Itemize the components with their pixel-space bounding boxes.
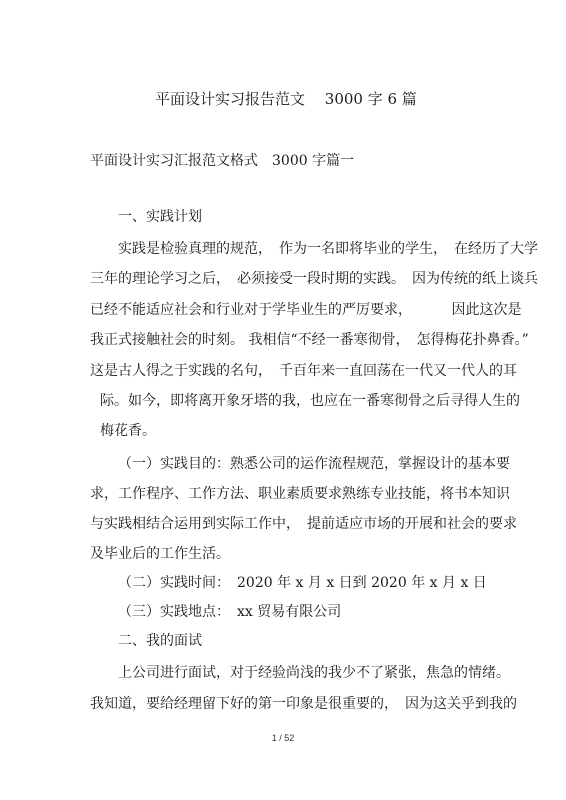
page-number: 1 / 52 [271,733,295,743]
paragraph-line: 这是古人得之于实践的名句， 千百年来一直回荡在一代又一代人的耳 [90,363,517,379]
list-item-time: （二）实践时间： 2020 年 x 月 x 日到 2020 年 x 月 x 日 [118,575,487,591]
section-heading-practice-plan: 一、实践计划 [118,209,202,225]
paragraph-line: 三年的理论学习之后， 必须接受一段时期的实践。 因为传统的纸上谈兵 [90,271,538,287]
list-item-purpose-line: 与实践相结合运用到实际工作中， 提前适应市场的开展和社会的要求 [90,516,517,532]
document-title: 平面设计实习报告范文 3000 字 6 篇 [155,90,417,108]
document-subtitle: 平面设计实习汇报范文格式 3000 字篇一 [90,153,355,169]
paragraph-line: 实践是检验真理的规范， 作为一名即将毕业的学生， 在经历了大学 [118,241,538,257]
paragraph-line: 已经不能适应社会和行业对于学毕业生的严厉要求， 因此这次是 [90,302,522,318]
list-item-location: （三）实践地点： xx 贸易有限公司 [118,604,342,620]
paragraph-line: 我正式接触社会的时刻。 我相信“不经一番寒彻骨， 怎得梅花扑鼻香。” [90,332,529,348]
paragraph-line: 梅花香。 [100,423,156,439]
paragraph-line: 我知道，要给经理留下好的第一印象是很重要的， 因为这关乎到我的 [90,696,517,712]
list-item-purpose-line: 求，工作程序、工作方法、职业素质要求熟练专业技能，将书本知识 [90,486,510,502]
list-item-purpose-line: 及毕业后的工作生活。 [90,546,230,562]
list-item-purpose: （一）实践目的：熟悉公司的运作流程规范，掌握设计的基本要 [118,456,510,472]
paragraph-line: 际。如今，即将离开象牙塔的我，也应在一番寒彻骨之后寻得人生的 [100,393,520,409]
section-heading-interview: 二、我的面试 [118,633,202,649]
paragraph-line: 上公司进行面试，对于经验尚浅的我少不了紧张，焦急的情绪。 [118,665,510,681]
